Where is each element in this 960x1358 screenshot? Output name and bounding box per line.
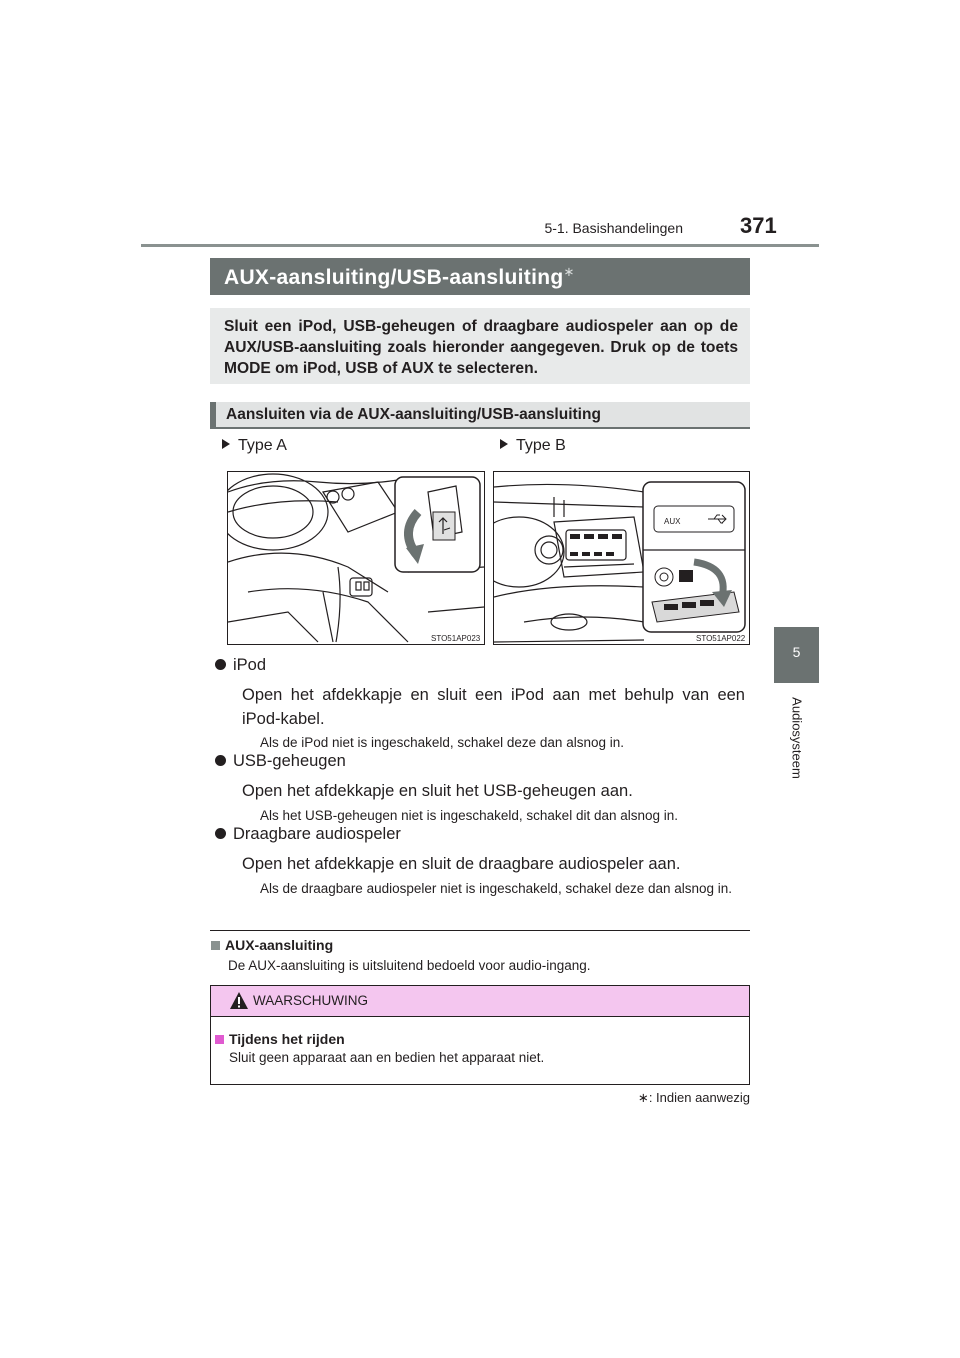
bullet-portable-player (215, 825, 401, 844)
ipod-note: Als de iPod niet is ingeschakeld, schakel deze dan alsnog in. (260, 735, 624, 750)
bullet-icon (215, 828, 226, 839)
intro-box (210, 308, 750, 384)
bullet-usb-title: USB-geheugen (233, 752, 346, 770)
chapter-label (774, 683, 819, 793)
type-b-text: Type B (516, 437, 566, 454)
triangle-icon (500, 439, 508, 449)
type-b-label (500, 437, 566, 455)
bullet-usb (215, 752, 346, 771)
portable-note: Als de draagbare audiospeler niet is ingeschakeld, schakel deze dan alsnog in. (260, 881, 733, 896)
warning-label: WAARSCHUWING (253, 993, 368, 1008)
warning-text: Sluit geen apparaat aan en bedien het apparaat niet. (229, 1050, 545, 1065)
usb-note: Als het USB-geheugen niet is ingeschakeld, schakel dit dan alsnog in. (260, 808, 679, 823)
triangle-icon (222, 439, 230, 449)
bullet-icon (215, 659, 226, 670)
chapter-tab (774, 627, 819, 683)
type-a-label (222, 437, 287, 455)
aux-heading (211, 937, 333, 953)
chapter-number: 5 (792, 644, 801, 660)
usb-instruction: Open het afdekkapje en sluit het USB-geheugen aan. (242, 782, 633, 800)
footnote-text: : Indien aanwezig (648, 1090, 750, 1105)
aux-port-label: AUX (664, 517, 681, 526)
warning-box (210, 985, 750, 1085)
square-bullet-icon (215, 1035, 224, 1044)
square-bullet-icon (211, 941, 220, 950)
bullet-ipod-title: iPod (233, 656, 267, 674)
page-title (224, 264, 575, 290)
asterisk-mark: ∗ (563, 264, 575, 279)
portable-instruction: Open het afdekkapje en sluit de draagbare audiospeler aan. (242, 855, 681, 873)
intro-text: Sluit een iPod, USB-geheugen of draagbare audiospeler aan op de AUX/USB-aansluiting zoals hieronder aangegeven. Druk op de toets MODE om iPod, USB of AUX te selecteren. (224, 318, 738, 377)
subheading-text: Aansluiten via de AUX-aansluiting/USB-aansluiting (226, 406, 601, 423)
footnote (600, 1090, 750, 1106)
figure-code-b: STO51AP022 (696, 634, 746, 643)
section-header: 5-1. Basishandelingen (544, 220, 683, 236)
warning-triangle-icon (229, 991, 249, 1010)
page-title-text: AUX-aansluiting/USB-aansluiting (224, 266, 564, 289)
ipod-instruction: Open het afdekkapje en sluit een iPod aan met behulp van een iPod-kabel. (242, 686, 745, 728)
warning-header (211, 986, 749, 1017)
chapter-title: Audiosysteem (789, 697, 804, 779)
bullet-portable-title: Draagbare audiospeler (233, 825, 401, 843)
figure-type-a (227, 471, 485, 645)
dashboard-illustration-b (494, 472, 749, 644)
aux-text: De AUX-aansluiting is uitsluitend bedoeld voor audio-ingang. (228, 958, 591, 973)
bullet-ipod (215, 656, 266, 675)
aux-heading-text: AUX-aansluiting (225, 937, 334, 953)
figure-code-a: STO51AP023 (431, 634, 481, 643)
page-number: 371 (740, 213, 777, 238)
header-rule (141, 244, 819, 247)
dashboard-illustration-a (228, 472, 484, 644)
figure-type-b (493, 471, 750, 645)
warning-heading-text: Tijdens het rijden (229, 1031, 345, 1047)
bullet-icon (215, 755, 226, 766)
page-title-bar (210, 258, 750, 295)
footnote-mark: ∗ (637, 1090, 649, 1105)
warning-heading (215, 1031, 345, 1047)
section-divider (210, 930, 750, 931)
type-a-text: Type A (238, 437, 287, 454)
subheading-bar (210, 402, 750, 429)
